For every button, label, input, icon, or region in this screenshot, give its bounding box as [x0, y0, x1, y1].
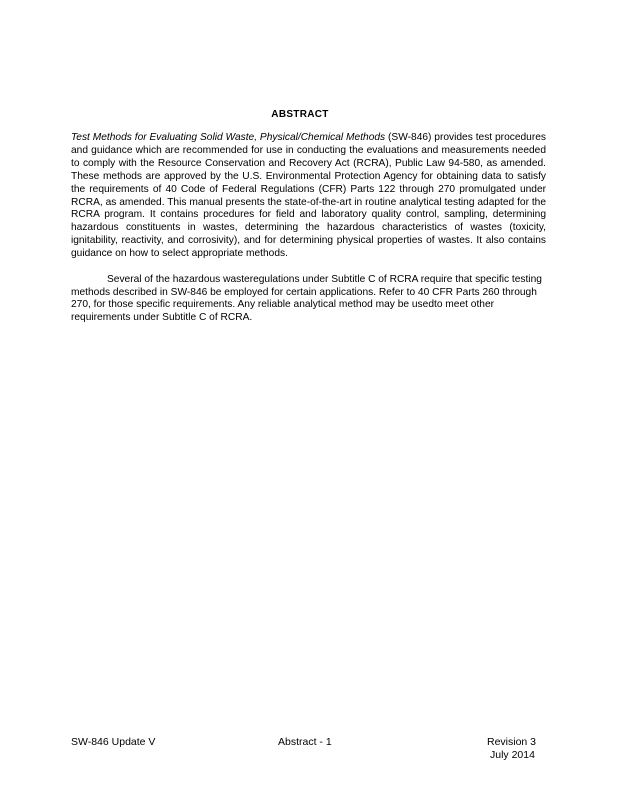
abstract-heading: ABSTRACT: [271, 109, 329, 120]
footer-document-id: SW-846 Update V: [71, 736, 156, 748]
footer-revision: Revision 3: [487, 736, 537, 748]
paragraph-2: Several of the hazardous wasteregulations under Subtitle C of RCRA require that specific testing methods described in SW-846 be employed for certain applications. Refer to 40 CFR Parts 260 through 270, for those specific requirements. Any reliable analytical method may be usedto meet other requirements under Subtitle C of RCRA.: [71, 273, 542, 324]
footer-date: July 2014: [490, 749, 535, 761]
paragraph-1: [71, 132, 546, 261]
paragraph-1-text: (SW-846) provides test procedures and guidance which are recommended for use in conducting the evaluations and measurements needed to comply with the Resource Conservation and Recovery Act (RCRA), Public Law 94-580, as amended. These methods are approved by the U.S. Environmental Protection Agency for obtaining data to satisfy the requirements of 40 Code of Federal Regulations (CFR) Parts 122 through 270 promulgated under RCRA, as amended. This manual presents the state-of-the-art in routine analytical testing adapted for the RCRA program. It contains procedures for field and laboratory quality control, sampling, determining hazardous constituents in wastes, determining the hazardous characteristics of wastes (toxicity, ignitability, reactivity, and corrosivity), and for determining physical properties of wastes. It also contains guidance on how to select appropriate methods.: [71, 132, 546, 260]
footer-page-label: Abstract - 1: [278, 736, 332, 748]
document-title-italic: Test Methods for Evaluating Solid Waste, Physical/Chemical Methods: [71, 132, 386, 143]
abstract-body: [71, 132, 546, 325]
footer-revision-block: [487, 736, 536, 762]
